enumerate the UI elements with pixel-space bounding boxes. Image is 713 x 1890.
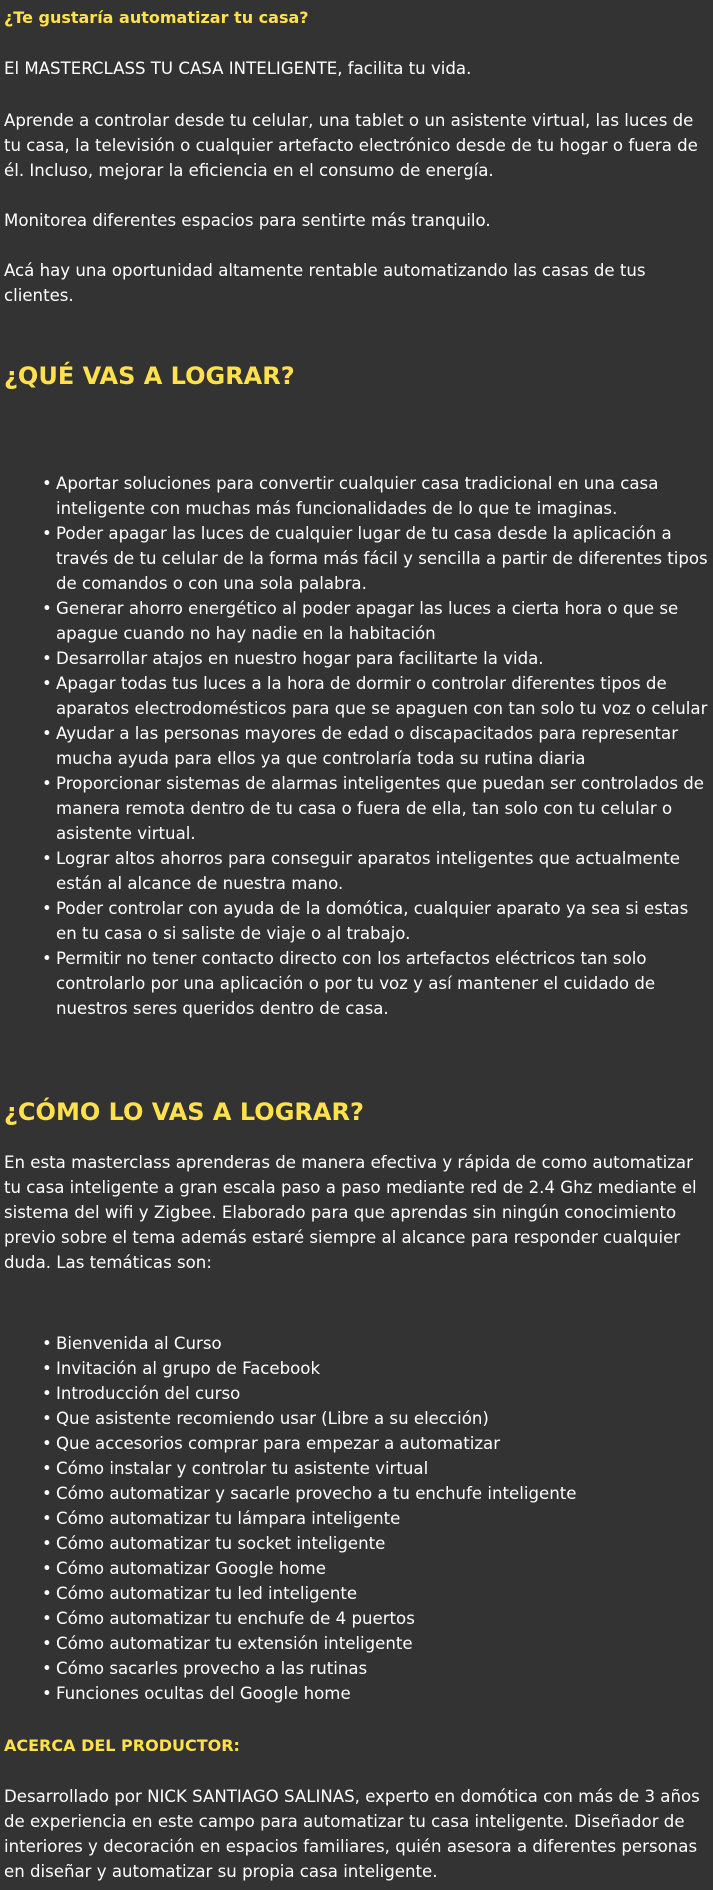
topic-item: • Bienvenida al Curso — [4, 1331, 711, 1356]
achieve-list — [4, 471, 711, 1021]
achieve-item: • Proporcionar sistemas de alarmas inteligentes que puedan ser controlados de manera remota dentro de tu casa o fuera de ella, tan solo con tu celular o asistente virtual. — [4, 771, 711, 846]
topic-item: • Cómo automatizar tu lámpara inteligente — [4, 1506, 711, 1531]
topic-item: • Introducción del curso — [4, 1381, 711, 1406]
how-paragraph: En esta masterclass aprenderas de manera efectiva y rápida de como automatizar tu casa inteligente a gran escala paso a paso mediante red de 2.4 Ghz mediante el sistema del wifi y Zigbee. Elaborado para que aprendas sin ningún conocimiento previo sobre el tema además estaré siempre al alcance para responder cualquier duda. Las temáticas son: — [4, 1153, 697, 1272]
achieve-item: • Ayudar a las personas mayores de edad o discapacitados para representar mucha ayuda para ellos ya que controlaría toda su rutina diaria — [4, 721, 711, 771]
achieve-item: • Lograr altos ahorros para conseguir aparatos inteligentes que actualmente están al alcance de nuestra mano. — [4, 846, 711, 896]
topics-list — [4, 1331, 711, 1706]
topic-item: • Cómo automatizar tu socket inteligente — [4, 1531, 711, 1556]
intro-paragraph-4: Acá hay una oportunidad altamente rentable automatizando las casas de tus clientes. — [4, 261, 646, 305]
intro-question: ¿Te gustaría automatizar tu casa? — [4, 8, 309, 27]
achieve-item: • Aportar soluciones para convertir cualquier casa tradicional en una casa inteligente con muchas más funcionalidades de lo que te imaginas. — [4, 471, 711, 521]
topic-item: • Cómo sacarles provecho a las rutinas — [4, 1656, 711, 1681]
achieve-item: • Desarrollar atajos en nuestro hogar para facilitarte la vida. — [4, 646, 711, 671]
topic-item: • Invitación al grupo de Facebook — [4, 1356, 711, 1381]
intro-paragraph-3: Monitorea diferentes espacios para sentirte más tranquilo. — [4, 211, 491, 230]
topic-item: • Cómo automatizar tu led inteligente — [4, 1581, 711, 1606]
topic-item: • Cómo instalar y controlar tu asistente virtual — [4, 1456, 711, 1481]
achieve-heading: ¿QUÉ VAS A LOGRAR? — [4, 362, 295, 390]
topic-item: • Que accesorios comprar para empezar a automatizar — [4, 1431, 711, 1456]
achieve-item: • Permitir no tener contacto directo con los artefactos eléctricos tan solo controlarlo por una aplicación o por tu voz y así mantener el cuidado de nuestros seres queridos dentro de casa. — [4, 946, 711, 1021]
how-heading: ¿CÓMO LO VAS A LOGRAR? — [4, 1098, 364, 1126]
topic-item: • Cómo automatizar y sacarle provecho a tu enchufe inteligente — [4, 1481, 711, 1506]
producer-heading: ACERCA DEL PRODUCTOR: — [4, 1736, 240, 1755]
achieve-item: • Poder controlar con ayuda de la domótica, cualquier aparato ya sea si estas en tu casa o si saliste de viaje o al trabajo. — [4, 896, 711, 946]
achieve-item: • Poder apagar las luces de cualquier lugar de tu casa desde la aplicación a través de tu celular de la forma más fácil y sencilla a partir de diferentes tipos de comandos o con una sola palabra. — [4, 521, 711, 596]
topic-item: • Cómo automatizar Google home — [4, 1556, 711, 1581]
achieve-item: • Generar ahorro energético al poder apagar las luces a cierta hora o que se apague cuando no hay nadie en la habitación — [4, 596, 711, 646]
topic-item: • Cómo automatizar tu enchufe de 4 puertos — [4, 1606, 711, 1631]
intro-paragraph-1: El MASTERCLASS TU CASA INTELIGENTE, facilita tu vida. — [4, 59, 472, 78]
topic-item: • Que asistente recomiendo usar (Libre a su elección) — [4, 1406, 711, 1431]
topic-item: • Cómo automatizar tu extensión inteligente — [4, 1631, 711, 1656]
producer-paragraph: Desarrollado por NICK SANTIAGO SALINAS, experto en domótica con más de 3 años de experiencia en este campo para automatizar tu casa inteligente. Diseñador de interiores y decoración en espacios familiares, quién asesora a diferentes personas en diseñar y automatizar su propia casa inteligente. — [4, 1787, 700, 1881]
achieve-item: • Apagar todas tus luces a la hora de dormir o controlar diferentes tipos de aparatos electrodomésticos para que se apaguen con tan solo tu voz o celular — [4, 671, 711, 721]
topic-item: • Funciones ocultas del Google home — [4, 1681, 711, 1706]
intro-paragraph-2: Aprende a controlar desde tu celular, una tablet o un asistente virtual, las luces de tu casa, la televisión o cualquier artefacto electrónico desde de tu hogar o fuera de él. Incluso, mejorar la eficiencia en el consumo de energía. — [4, 111, 698, 180]
